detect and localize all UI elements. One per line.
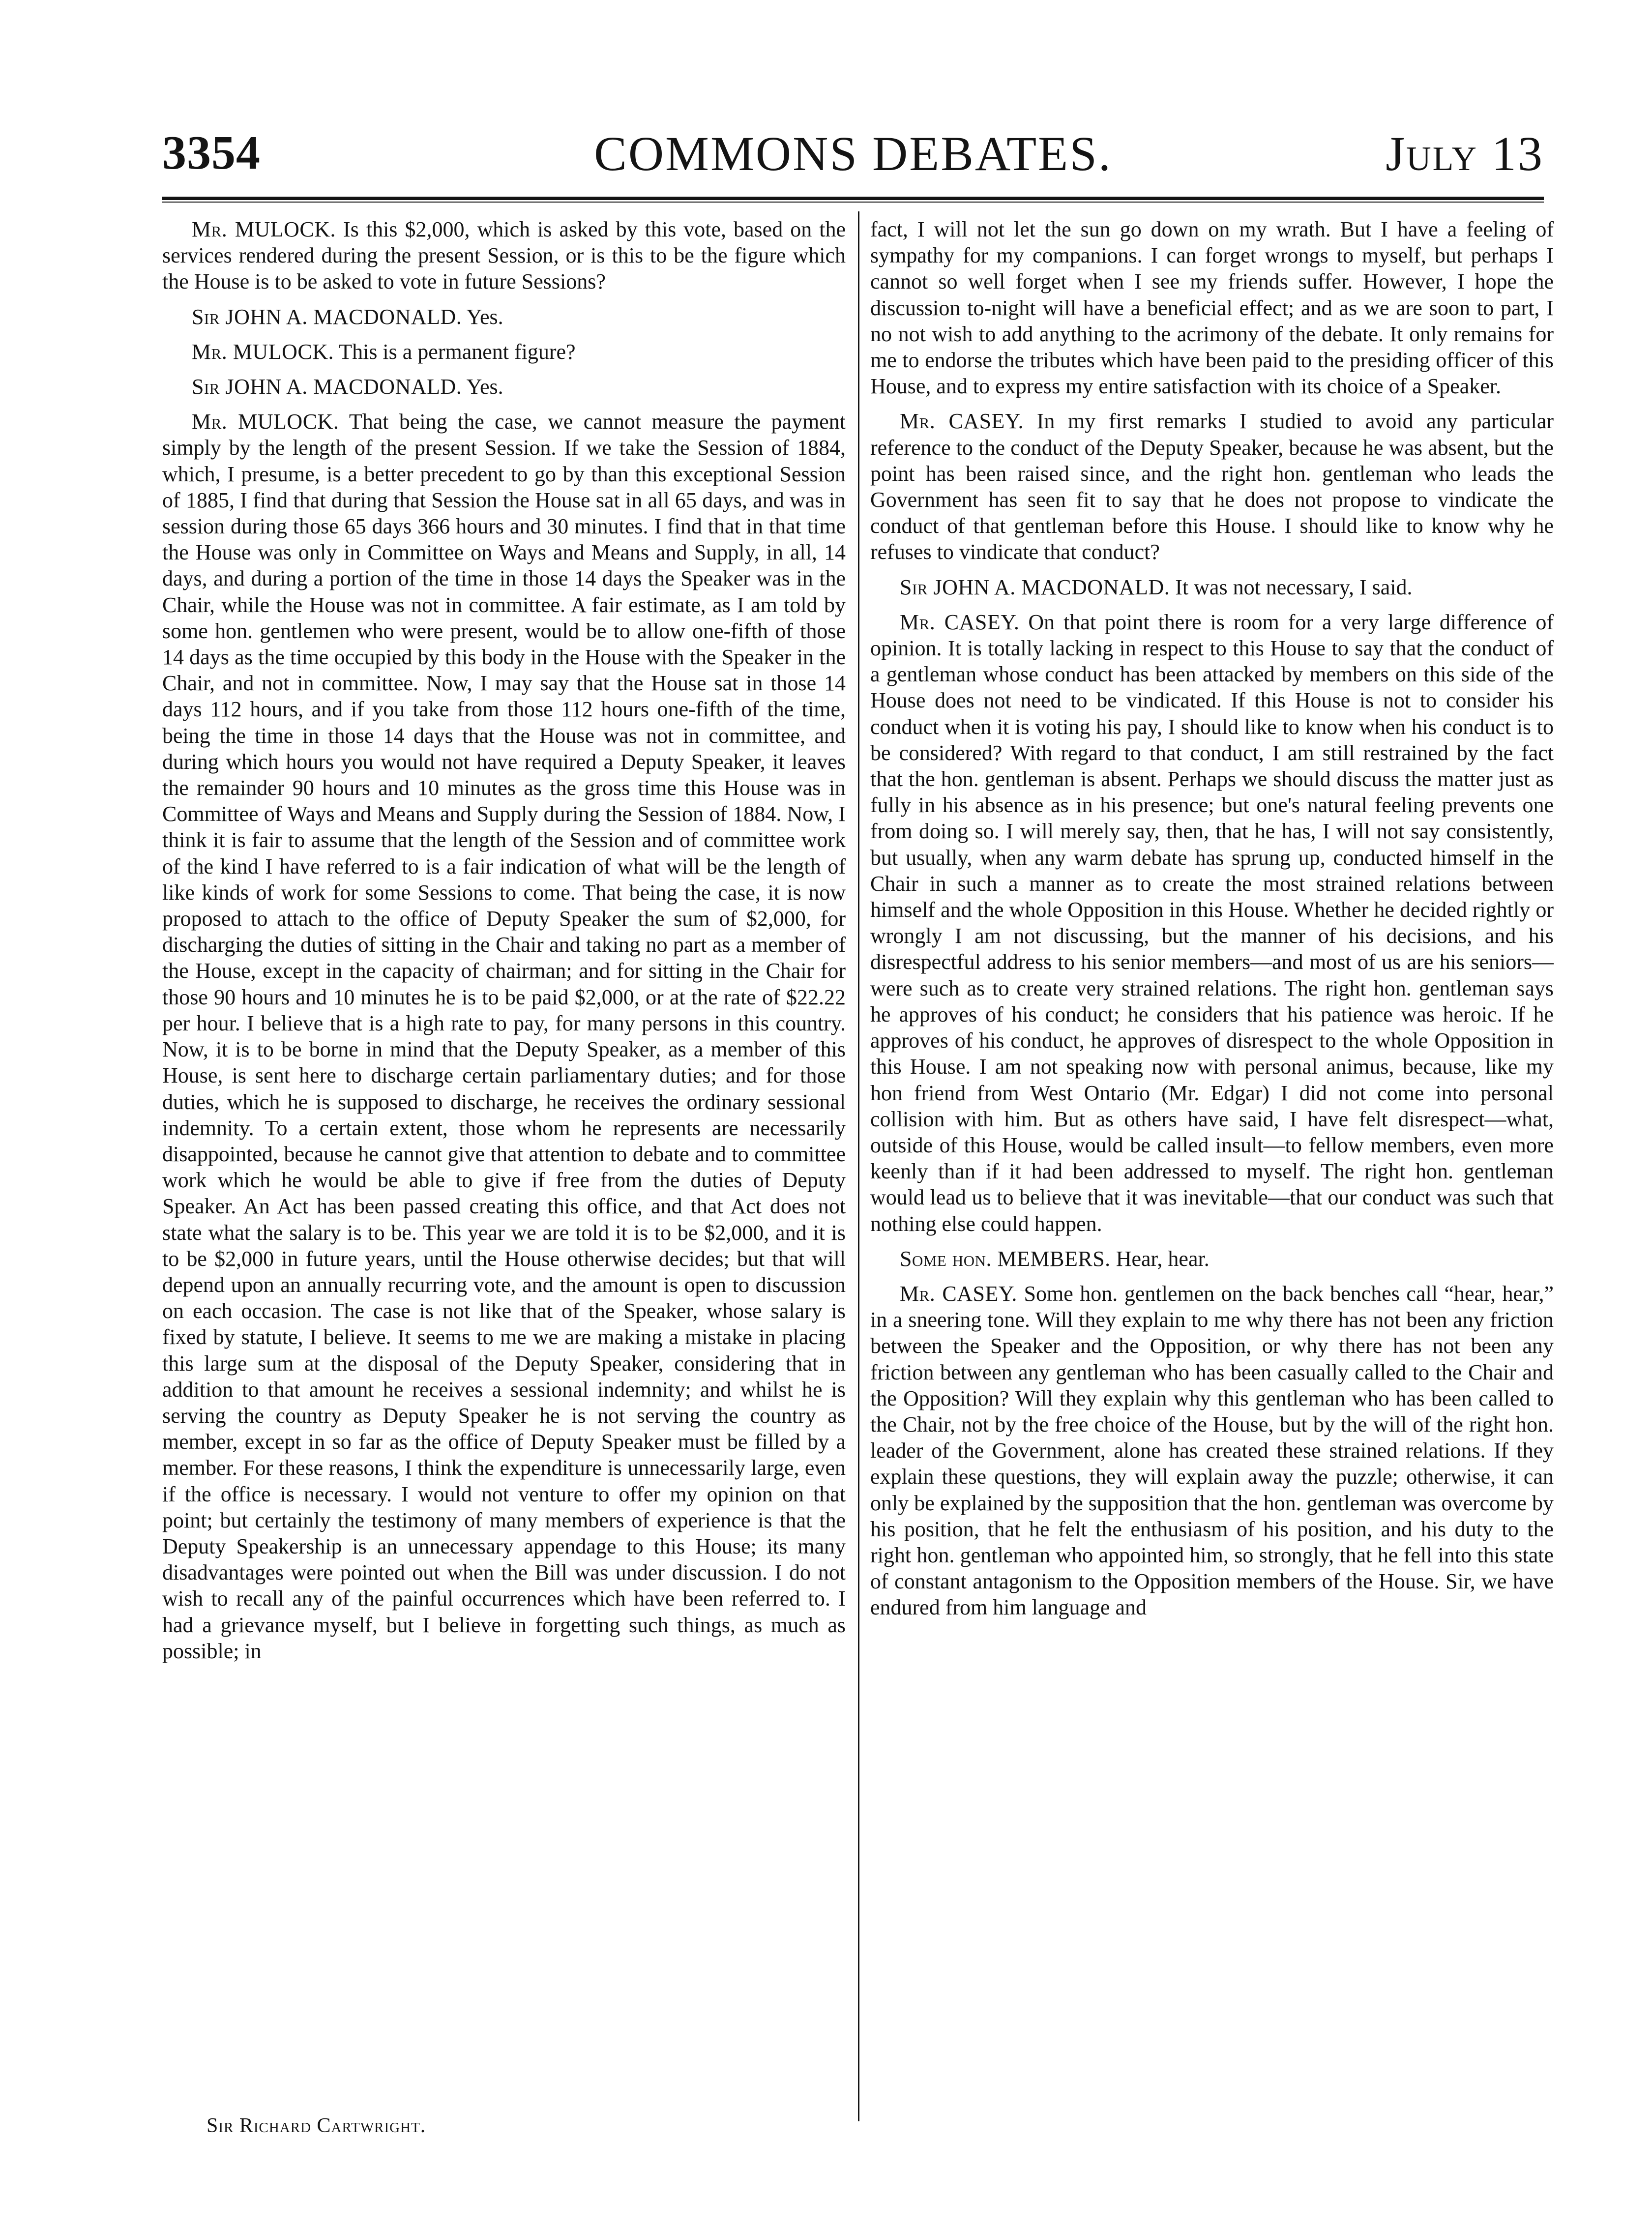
right-column	[870, 216, 1554, 1630]
speech-text: Hear, hear.	[1116, 1246, 1210, 1271]
speech-paragraph	[870, 1281, 1554, 1621]
speech-paragraph	[162, 339, 846, 365]
speech-text: Some hon. gentlemen on the back benches call “hear, hear,” in a sneering tone. Will they explain to me why there has not been any friction between the Speaker and the Opposition, or why there has not been any friction between any gentleman who has been casually called to the Chair and the Opposition? Will they explain why this gentleman who has been called to the Chair, not by the free choice of the House, but by the will of the right hon. leader of the Government, alone has created these strained relations. If they explain these questions, they will explain away the puzzle; otherwise, it can only be explained by the supposition that the hon. gentleman was overcome by his position, that he felt the enthusiasm of his position, and his duty to the right hon. gentleman who appointed him, so strongly, that he fell into this state of constant antagonism to the Opposition members of the House. Sir, we have endured from him language and	[870, 1281, 1554, 1620]
publication-title: COMMONS DEBATES.	[594, 126, 1112, 181]
speech-text: fact, I will not let the sun go down on my wrath. But I have a feeling of sympathy for my companions. I can forget wrongs to myself, but perhaps I cannot so well forget when I see my friends suffer. However, I hope the discussion to-night will have a beneficial effect; and as we are soon to part, I no not wish to add anything to the acrimony of the debate. It only remains for me to endorse the tributes which have been paid to the presiding officer of this House, and to express my entire satisfaction with its choice of a Speaker.	[870, 217, 1554, 399]
speech-text: Yes.	[466, 375, 503, 399]
speech-text: In my first remarks I studied to avoid any particular reference to the conduct of the Deputy Speaker, because he was absent, but the point has been raised since, and the right hon. gentleman who leads the Government has seen fit to say that he does not propose to vindicate the conduct of that gentleman before this House. I should like to know why he refuses to vindicate that conduct?	[870, 409, 1554, 564]
speech-text: Yes.	[466, 304, 503, 329]
speech-paragraph	[870, 1246, 1554, 1272]
page-number: 3354	[162, 126, 261, 179]
speech-text: On that point there is room for a very large difference of opinion. It is totally lacking in respect to this House to say that the conduct of a gentleman whose conduct has been attacked by members on this side of the House does not need to be vindicated. If this House is not to consider his conduct when it is voting his pay, I should like to know when his conduct is to be considered? With regard to that conduct, I am still restrained by the fact that the hon. gentleman is absent. Perhaps we should discuss the matter just as fully in his absence as in his presence; but one's natural feeling prevents one from doing so. I will merely say, then, that he has, I will not say consistently, but usually, when any warm debate has sprung up, conducted himself in the Chair in such a manner as to create the most strained relations between himself and the whole Opposition in this House. Whether he decided rightly or wrongly I am not discussing, but the manner of his decisions, and his disrespectful address to his senior members—and most of us are his seniors—were such as to create very strained relations. The right hon. gentleman says he approves of his conduct; he considers that his patience was heroic. If he approves of his conduct, he approves of disrespect to the whole Opposition in this House. I am not speaking now with personal animus, because, like my hon friend from West Ontario (Mr. Edgar) I did not come into personal collision with him. But as others have said, I have felt disrespect—what, outside of this House, would be called insult—to fellow members, even more keenly than if it had been addressed to myself. The right hon. gentleman would lead us to believe that it was inevitable—that our conduct was such that nothing else could happen.	[870, 610, 1554, 1236]
header-rule	[162, 197, 1544, 203]
speech-paragraph	[870, 574, 1554, 600]
speaker-name: Mr. MULOCK.	[192, 217, 336, 241]
speech-paragraph	[162, 374, 846, 400]
speech-paragraph	[162, 409, 846, 1664]
speech-paragraph-continued	[870, 216, 1554, 399]
speech-text: That being the case, we cannot measure the payment simply by the length of the present Session. If we take the Session of 1884, which, I presume, is a better precedent to go by than this exceptional Session of 1885, I find that during that Session the House sat in all 65 days, and was in session during those 65 days 366 hours and 30 minutes. I find that in that time the House was only in Committee on Ways and Means and Supply, in all, 14 days, and during a portion of the time in those 14 days the Speaker was in the Chair, while the House was not in committee. A fair estimate, as I am told by some hon. gentlemen who were present, would be to allow one-fifth of those 14 days as the time occupied by this body in the House with the Speaker in the Chair, and not in committee. Now, I may say that the House sat in those 14 days 112 hours, and if you take from those 112 hours one-fifth of the time, being the time in those 14 days that the House was not in committee, and during which hours you would not have required a Deputy Speaker, it leaves the remainder 90 hours and 10 minutes as the gross time this House was in Committee of Ways and Means and Supply during the Session of 1884. Now, I think it is fair to assume that the length of the Session and of committee work of the kind I have referred to is a fair indication of what will be the length of like kinds of work for some Sessions to come. That being the case, it is now proposed to attach to the office of Deputy Speaker the sum of $2,000, for discharging the duties of sitting in the Chair and taking no part as a member of the House, except in the capacity of chairman; and for sitting in the Chair for those 90 hours and 10 minutes he is to be paid $2,000, or at the rate of $22.22 per hour. I believe that is a high rate to pay, for many persons in this country. Now, it is to be borne in mind that the Deputy Speaker, as a member of this House, is sent here to discharge certain parliamentary duties; and for those duties, which he is supposed to discharge, he receives the ordinary sessional indemnity. To a certain extent, those whom he represents are necessarily disappointed, because he cannot give that attention to debate and to committee work which he would be able to give if free from the duties of Deputy Speaker. An Act has been passed creating this office, and that Act does not state what the salary is to be. This year we are told it is to be $2,000, and it is to be $2,000 in future years, until the House otherwise decides; but that will depend upon an annually recurring vote, and the amount is open to discussion on each occasion. The case is not like that of the Speaker, whose salary is fixed by statute, I believe. It seems to me we are making a mistake in placing this large sum at the disposal of the Deputy Speaker, considering that in addition to that amount he receives a sessional indemnity; and whilst he is serving the country as Deputy Speaker he is not serving the country as member, except in so far as the office of Deputy Speaker must be filled by a member. For these reasons, I think the expenditure is unnecessarily large, even if the office is necessary. I would not venture to offer my opinion on that point; but certainly the testimony of many members of experience is that the Deputy Speakership is an unnecessary appendage to this House; its many disadvantages were pointed out when the Bill was under discussion. I do not wish to recall any of the painful occurrences which have been referred to. I had a grievance myself, but I believe in forgetting such things, as much as possible; in	[162, 410, 846, 1663]
speech-text: It was not necessary, I said.	[1175, 575, 1413, 599]
page-date: July 13	[1386, 126, 1544, 181]
speaker-name: Mr. CASEY.	[900, 1281, 1017, 1306]
left-column	[162, 216, 846, 1673]
speaker-name: Sir JOHN A. MACDONALD.	[192, 375, 462, 399]
speaker-name: Sir JOHN A. MACDONALD.	[192, 304, 462, 329]
speech-paragraph	[870, 408, 1554, 565]
speech-text: This is a permanent figure?	[339, 339, 576, 364]
footer-signature: Sir Richard Cartwright.	[206, 2114, 426, 2137]
speech-paragraph	[870, 609, 1554, 1237]
speech-paragraph	[162, 216, 846, 295]
speaker-name: Mr. MULOCK.	[192, 339, 334, 364]
page-header	[162, 125, 1544, 194]
speech-paragraph	[162, 304, 846, 330]
speaker-name: Mr. CASEY.	[900, 610, 1020, 634]
speaker-name: Sir JOHN A. MACDONALD.	[900, 575, 1170, 599]
speaker-name: Mr. MULOCK.	[192, 410, 339, 434]
speaker-name: Mr. CASEY.	[900, 409, 1024, 434]
speaker-name: Some hon. MEMBERS.	[900, 1246, 1111, 1271]
speech-text: Is this $2,000, which is asked by this vote, based on the services rendered during the present Session, or is this to be the figure which the House is to be asked to vote in future Sessions?	[162, 217, 846, 294]
column-divider	[858, 211, 859, 2121]
